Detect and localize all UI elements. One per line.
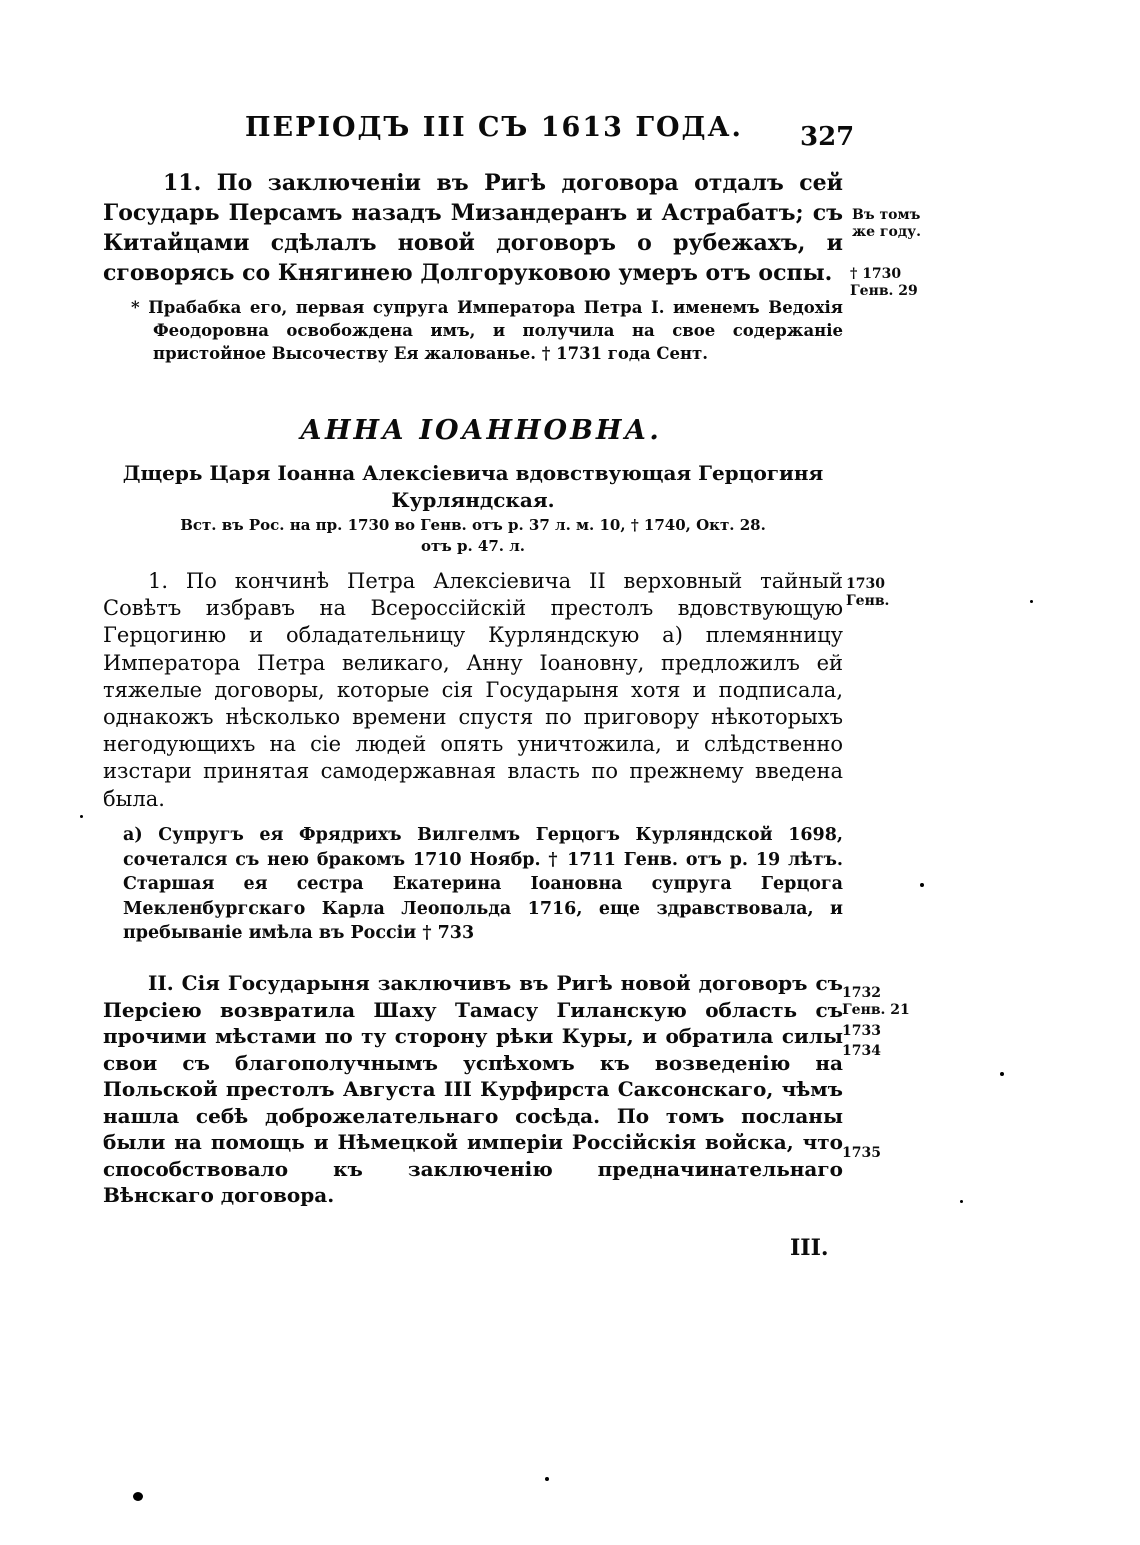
- scan-speck: [960, 1200, 963, 1203]
- margin-note-line: Генв. 21: [842, 1002, 910, 1018]
- margin-note-1735: 1735: [842, 1145, 881, 1161]
- page-number: 327: [800, 122, 855, 152]
- dates-line-1: Вст. въ Рос. на пр. 1730 во Генв. отъ р. 37 л. м. 10, † 1740, Окт. 28.: [180, 516, 766, 534]
- section-title: АННА IОАННОВНА.: [300, 415, 662, 446]
- margin-note-line: же году.: [852, 224, 922, 240]
- subtitle-line-2: Курляндская.: [391, 488, 555, 512]
- running-header: ПЕРIОДЪ III СЪ 1613 ГОДА.: [245, 112, 743, 143]
- scan-speck: [1030, 600, 1033, 603]
- paragraph-11: 11. По заключенiи въ Ригѣ договора отдалъ сей Государь Персамъ назадъ Мизандеранъ и Астрабатъ; съ Китайцами сдѣлалъ новой договоръ о рубежахъ, и сговорясь со Княгинею Долгоруковою умеръ отъ оспы.: [103, 170, 843, 286]
- margin-note-line: 1732: [842, 985, 881, 1001]
- margin-note-1734: 1734: [842, 1043, 881, 1059]
- margin-note-1730: [846, 576, 889, 610]
- scan-speck: [1000, 1072, 1004, 1076]
- dates-line-2: отъ р. 47. л.: [420, 537, 526, 555]
- scan-speck: [80, 815, 83, 818]
- paragraph-2: II. Сiя Государыня заключивъ въ Ригѣ новой договоръ съ Персiею возвратила Шаху Тамасу Гиланскую область съ прочими мѣстами по ту сторону рѣки Куры, и обратила силы свои съ благополучнымъ успѣхомъ къ возведенiю на Польской престолъ Августа III Курфирста Саксонскаго, чѣмъ нашла себѣ доброжелательнаго сосѣда. По томъ посланы были на помощь и Нѣмецкой имперiи Россiйскiя войска, что способствовало къ заключенiю предначинательнаго Вѣнскаго договора.: [103, 971, 843, 1207]
- scan-speck: [920, 883, 924, 887]
- margin-note-line: Въ томъ: [852, 207, 921, 223]
- margin-note-1733: 1733: [842, 1023, 881, 1039]
- margin-note-same-year: [852, 207, 921, 241]
- margin-note-line: Генв. 29: [850, 283, 918, 299]
- subtitle-line-1: Дщерь Царя Iоанна Алексiевича вдовствующая Герцогиня: [122, 461, 824, 485]
- margin-note-line: 1730: [846, 576, 885, 592]
- section-subtitle: [103, 460, 843, 514]
- scan-speck: [133, 1492, 143, 1501]
- paragraph-1: 1. По кончинѣ Петра Алексiевича II верховный тайный Совѣтъ избравъ на Всероссiйскiй престолъ вдовствующую Герцогиню и обладательницу Курляндскую а) племянницу Императора Петра великаго, Анну Iоановну, предложилъ ей тяжелые договоры, которые сiя Государыня хотя и подписала, однакожъ нѣсколько времени спустя по приговору нѣкоторыхъ негодующихъ на сiе людей опять уничтожила, и слѣдственно изстари принятая самодержавная власть по прежнему введена была.: [103, 569, 843, 811]
- margin-note-line: † 1730: [850, 266, 902, 282]
- footnote-a: а) Супругъ ея Фрядрихъ Вилгелмъ Герцогъ Курляндской 1698, сочетался съ нею бракомъ 1710 Ноябр. † 1711 Генв. отъ р. 19 лѣтъ. Старшая ея сестра Екатерина Iоановна супруга Герцога Мекленбургскаго Карла Леопольда 1716, еще здравствовала, и пребыванiе имѣла въ Россiи † 733: [123, 825, 843, 943]
- margin-note-1732: [842, 985, 910, 1019]
- margin-note-death-1730: [850, 266, 918, 300]
- reign-dates: [103, 515, 843, 557]
- footnote-star: * Прабабка его, первая супруга Императора Петра I. именемъ Ведохiя Феодоровна освобождена имъ, и получила на свое содержанiе пристойное Высочеству Ея жалованье. † 1731 года Сент.: [131, 298, 843, 363]
- catchword: III.: [790, 1235, 829, 1261]
- scan-speck: [545, 1477, 549, 1481]
- margin-note-line: Генв.: [846, 593, 890, 609]
